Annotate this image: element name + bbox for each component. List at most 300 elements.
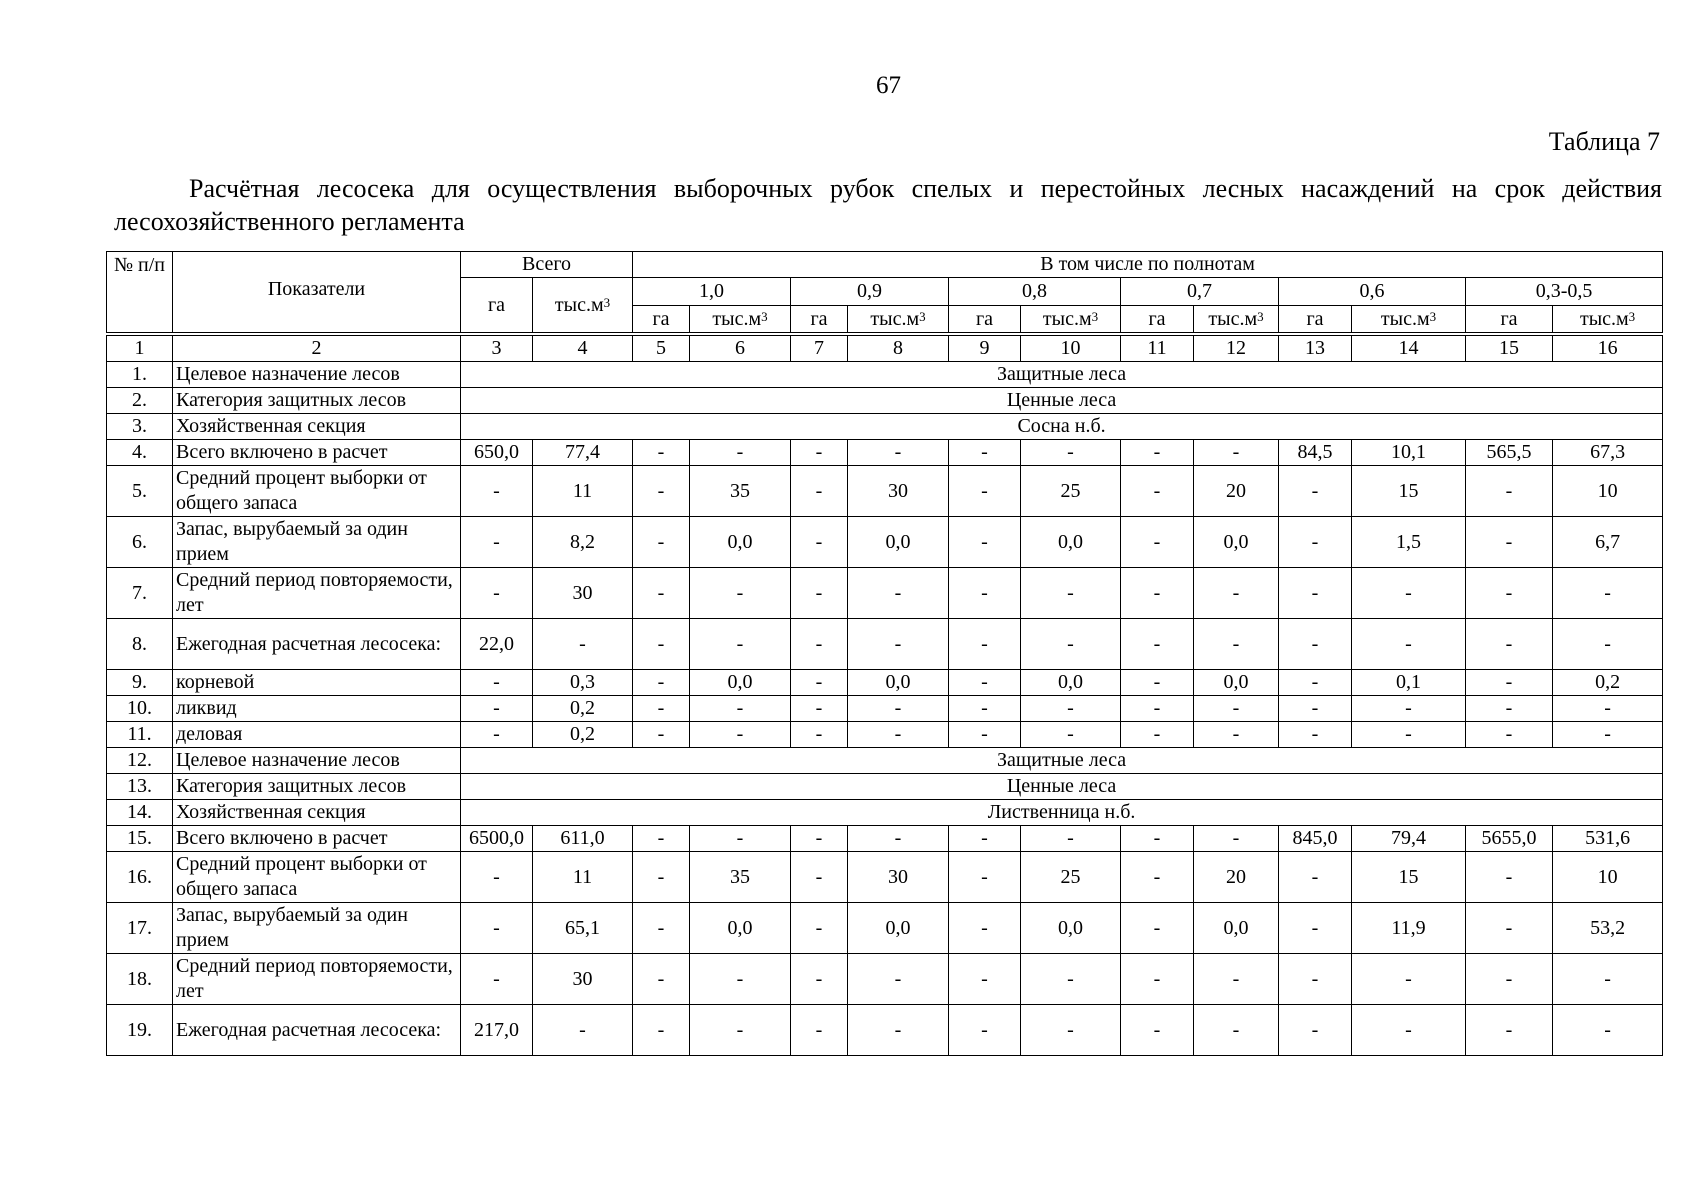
row-value-cell: - bbox=[1021, 568, 1121, 619]
header-total: Всего bbox=[461, 252, 633, 278]
row-value-cell: 0,2 bbox=[1553, 670, 1663, 696]
column-number-cell: 3 bbox=[461, 336, 533, 362]
row-value-cell: - bbox=[633, 466, 690, 517]
row-value-cell: - bbox=[1466, 1005, 1553, 1056]
unit-vol-sup: 3 bbox=[919, 308, 926, 324]
row-value-cell: - bbox=[848, 440, 949, 466]
row-number: 14. bbox=[107, 800, 173, 826]
row-value-cell: - bbox=[1466, 696, 1553, 722]
row-value-cell: 10,1 bbox=[1352, 440, 1466, 466]
row-value-cell: - bbox=[633, 440, 690, 466]
unit-vol-cell bbox=[1194, 306, 1279, 333]
row-value-cell: - bbox=[1553, 696, 1663, 722]
column-number-cell: 11 bbox=[1121, 336, 1194, 362]
row-number: 19. bbox=[107, 1005, 173, 1056]
row-value-cell: - bbox=[633, 852, 690, 903]
row-value-cell: 25 bbox=[1021, 852, 1121, 903]
row-value-cell: - bbox=[633, 903, 690, 954]
unit-ha-cell: га bbox=[949, 306, 1021, 333]
row-label: Целевое назначение лесов bbox=[173, 748, 461, 774]
table-label: Таблица 7 bbox=[1548, 127, 1660, 156]
row-value-cell: - bbox=[1021, 619, 1121, 670]
row-span-value: Лиственница н.б. bbox=[461, 800, 1663, 826]
row-value-cell: 0,0 bbox=[690, 670, 791, 696]
row-number: 4. bbox=[107, 440, 173, 466]
row-value-cell: - bbox=[461, 568, 533, 619]
row-label: Запас, вырубаемый за один прием bbox=[173, 517, 461, 568]
header-density-3: 0,8 bbox=[949, 278, 1121, 306]
column-number-cell: 16 bbox=[1553, 336, 1663, 362]
row-value-cell: - bbox=[1121, 517, 1194, 568]
row-label: Всего включено в расчет bbox=[173, 826, 461, 852]
table-row bbox=[107, 568, 1663, 619]
row-value-cell: 30 bbox=[848, 466, 949, 517]
row-value-cell: 30 bbox=[533, 954, 633, 1005]
row-value-cell: - bbox=[791, 517, 848, 568]
row-value-cell: 20 bbox=[1194, 852, 1279, 903]
row-value-cell: - bbox=[461, 722, 533, 748]
unit-vol-text: тыс.м bbox=[712, 307, 762, 330]
table-row bbox=[107, 954, 1663, 1005]
row-value-cell: 611,0 bbox=[533, 826, 633, 852]
row-value-cell: - bbox=[1466, 722, 1553, 748]
table-row bbox=[107, 722, 1663, 748]
table-row bbox=[107, 696, 1663, 722]
table-row bbox=[107, 388, 1663, 414]
unit-vol-sup: 3 bbox=[603, 294, 611, 310]
header-by-density: В том числе по полнотам bbox=[633, 252, 1663, 278]
row-value-cell: - bbox=[1021, 722, 1121, 748]
row-value-cell: - bbox=[633, 619, 690, 670]
row-value-cell: 11 bbox=[533, 852, 633, 903]
header-density-5: 0,6 bbox=[1279, 278, 1466, 306]
row-number: 3. bbox=[107, 414, 173, 440]
row-value-cell: - bbox=[690, 954, 791, 1005]
row-value-cell: - bbox=[791, 826, 848, 852]
table-row bbox=[107, 440, 1663, 466]
unit-ha-cell: га bbox=[1121, 306, 1194, 333]
row-value-cell: - bbox=[1194, 722, 1279, 748]
row-label: Средний процент выборки от общего запаса bbox=[173, 852, 461, 903]
row-number: 9. bbox=[107, 670, 173, 696]
row-value-cell: 6500,0 bbox=[461, 826, 533, 852]
row-value-cell: - bbox=[1279, 696, 1352, 722]
row-value-cell: - bbox=[633, 568, 690, 619]
row-value-cell: - bbox=[533, 1005, 633, 1056]
row-number: 10. bbox=[107, 696, 173, 722]
row-value-cell: - bbox=[690, 722, 791, 748]
row-value-cell: 565,5 bbox=[1466, 440, 1553, 466]
row-value-cell: 10 bbox=[1553, 852, 1663, 903]
unit-vol-cell bbox=[1021, 306, 1121, 333]
row-label: корневой bbox=[173, 670, 461, 696]
unit-vol-text: тыс.м bbox=[554, 293, 604, 316]
table-row bbox=[107, 670, 1663, 696]
row-value-cell: - bbox=[461, 954, 533, 1005]
row-value-cell: 0,0 bbox=[1021, 517, 1121, 568]
row-value-cell: - bbox=[791, 696, 848, 722]
row-value-cell: 15 bbox=[1352, 466, 1466, 517]
row-number: 13. bbox=[107, 774, 173, 800]
row-value-cell: - bbox=[791, 619, 848, 670]
row-value-cell: - bbox=[1194, 619, 1279, 670]
row-value-cell: 1,5 bbox=[1352, 517, 1466, 568]
row-value-cell: - bbox=[1021, 954, 1121, 1005]
row-span-value: Ценные леса bbox=[461, 388, 1663, 414]
row-label: Средний период повторяемости, лет bbox=[173, 954, 461, 1005]
column-number-cell: 7 bbox=[791, 336, 848, 362]
column-number-cell: 12 bbox=[1194, 336, 1279, 362]
row-value-cell: 0,0 bbox=[848, 517, 949, 568]
column-number-cell: 2 bbox=[173, 336, 461, 362]
row-value-cell: - bbox=[848, 1005, 949, 1056]
row-value-cell: - bbox=[1121, 954, 1194, 1005]
row-value-cell: - bbox=[848, 696, 949, 722]
unit-ha-cell: га bbox=[1279, 306, 1352, 333]
row-value-cell: - bbox=[1121, 568, 1194, 619]
row-value-cell: 0,0 bbox=[1194, 670, 1279, 696]
unit-ha-cell: га bbox=[791, 306, 848, 333]
row-value-cell: 0,0 bbox=[690, 903, 791, 954]
row-value-cell: 0,2 bbox=[533, 696, 633, 722]
row-value-cell: - bbox=[1279, 903, 1352, 954]
table-row bbox=[107, 852, 1663, 903]
table-title-text: Расчётная лесосека для осуществления выборочных рубок спелых и перестойных лесных насаждений на срок действия лесохозяйственного регламента bbox=[114, 174, 1662, 236]
row-value-cell: - bbox=[1553, 1005, 1663, 1056]
table-row bbox=[107, 774, 1663, 800]
row-value-cell: - bbox=[949, 1005, 1021, 1056]
row-value-cell: - bbox=[1352, 722, 1466, 748]
page-number: 67 bbox=[876, 72, 901, 99]
row-value-cell: - bbox=[791, 954, 848, 1005]
row-value-cell: - bbox=[1466, 852, 1553, 903]
row-value-cell: - bbox=[949, 722, 1021, 748]
row-value-cell: - bbox=[1466, 903, 1553, 954]
row-label: Ежегодная расчетная лесосека: bbox=[173, 1005, 461, 1056]
row-number: 18. bbox=[107, 954, 173, 1005]
row-value-cell: - bbox=[949, 466, 1021, 517]
row-label: Целевое назначение лесов bbox=[173, 362, 461, 388]
row-value-cell: - bbox=[791, 722, 848, 748]
row-value-cell: - bbox=[848, 568, 949, 619]
row-value-cell: - bbox=[1194, 440, 1279, 466]
row-number: 1. bbox=[107, 362, 173, 388]
row-value-cell: - bbox=[461, 903, 533, 954]
row-value-cell: - bbox=[1121, 903, 1194, 954]
row-value-cell: 0,2 bbox=[533, 722, 633, 748]
row-value-cell: - bbox=[848, 954, 949, 1005]
row-value-cell: - bbox=[690, 619, 791, 670]
table-body bbox=[107, 362, 1663, 1056]
row-label: Хозяйственная секция bbox=[173, 414, 461, 440]
row-value-cell: - bbox=[949, 954, 1021, 1005]
row-value-cell: - bbox=[690, 440, 791, 466]
row-label: Хозяйственная секция bbox=[173, 800, 461, 826]
column-number-cell: 10 bbox=[1021, 336, 1121, 362]
row-value-cell: - bbox=[949, 568, 1021, 619]
row-value-cell: - bbox=[791, 1005, 848, 1056]
unit-vol-text: тыс.м bbox=[870, 307, 920, 330]
row-number: 16. bbox=[107, 852, 173, 903]
table-row bbox=[107, 826, 1663, 852]
unit-vol-text: тыс.м bbox=[1579, 307, 1629, 330]
table-row bbox=[107, 1005, 1663, 1056]
row-value-cell: - bbox=[1279, 619, 1352, 670]
row-value-cell: - bbox=[633, 517, 690, 568]
row-span-value: Сосна н.б. bbox=[461, 414, 1663, 440]
row-value-cell: 0,3 bbox=[533, 670, 633, 696]
row-value-cell: - bbox=[1466, 517, 1553, 568]
column-number-row bbox=[107, 336, 1663, 362]
row-value-cell: - bbox=[1466, 619, 1553, 670]
row-label: Категория защитных лесов bbox=[173, 774, 461, 800]
unit-vol-sup: 3 bbox=[1429, 308, 1437, 324]
row-value-cell: - bbox=[1021, 1005, 1121, 1056]
row-number: 2. bbox=[107, 388, 173, 414]
row-value-cell: 35 bbox=[690, 852, 791, 903]
row-value-cell: 25 bbox=[1021, 466, 1121, 517]
row-value-cell: - bbox=[1352, 619, 1466, 670]
header-density-4: 0,7 bbox=[1121, 278, 1279, 306]
unit-vol-text: тыс.м bbox=[1042, 307, 1092, 330]
row-value-cell: - bbox=[1466, 670, 1553, 696]
row-value-cell: - bbox=[1021, 826, 1121, 852]
row-value-cell: - bbox=[1021, 696, 1121, 722]
row-value-cell: - bbox=[1121, 852, 1194, 903]
row-value-cell: 531,6 bbox=[1553, 826, 1663, 852]
row-value-cell: 65,1 bbox=[533, 903, 633, 954]
unit-vol-text: тыс.м bbox=[1208, 307, 1258, 330]
table-row bbox=[107, 414, 1663, 440]
table-row bbox=[107, 800, 1663, 826]
row-value-cell: - bbox=[633, 696, 690, 722]
row-value-cell: - bbox=[791, 670, 848, 696]
row-number: 7. bbox=[107, 568, 173, 619]
row-value-cell: - bbox=[461, 670, 533, 696]
row-span-value: Ценные леса bbox=[461, 774, 1663, 800]
row-value-cell: - bbox=[1279, 568, 1352, 619]
row-value-cell: - bbox=[1194, 954, 1279, 1005]
row-span-value: Защитные леса bbox=[461, 748, 1663, 774]
row-value-cell: 30 bbox=[848, 852, 949, 903]
row-value-cell: 0,0 bbox=[848, 670, 949, 696]
row-value-cell: 0,0 bbox=[1021, 903, 1121, 954]
column-number-cell: 4 bbox=[533, 336, 633, 362]
unit-vol-sup: 3 bbox=[1091, 308, 1099, 324]
row-label: Всего включено в расчет bbox=[173, 440, 461, 466]
table-title bbox=[114, 172, 1662, 238]
row-value-cell: - bbox=[1279, 517, 1352, 568]
row-value-cell: 0,0 bbox=[1021, 670, 1121, 696]
row-number: 12. bbox=[107, 748, 173, 774]
row-value-cell: 53,2 bbox=[1553, 903, 1663, 954]
row-value-cell: - bbox=[633, 722, 690, 748]
header-density-6: 0,3-0,5 bbox=[1466, 278, 1663, 306]
row-value-cell: - bbox=[1466, 568, 1553, 619]
row-value-cell: - bbox=[1352, 954, 1466, 1005]
row-value-cell: - bbox=[461, 852, 533, 903]
row-value-cell: - bbox=[949, 696, 1021, 722]
row-value-cell: - bbox=[690, 826, 791, 852]
row-value-cell: - bbox=[791, 440, 848, 466]
row-value-cell: - bbox=[1352, 568, 1466, 619]
row-value-cell: - bbox=[1553, 568, 1663, 619]
row-value-cell: 0,0 bbox=[690, 517, 791, 568]
row-value-cell: - bbox=[1553, 619, 1663, 670]
row-label: Запас, вырубаемый за один прием bbox=[173, 903, 461, 954]
row-value-cell: - bbox=[1194, 696, 1279, 722]
row-number: 17. bbox=[107, 903, 173, 954]
column-number-cell: 9 bbox=[949, 336, 1021, 362]
row-span-value: Защитные леса bbox=[461, 362, 1663, 388]
column-number-cell: 6 bbox=[690, 336, 791, 362]
row-value-cell: - bbox=[690, 1005, 791, 1056]
unit-vol-text: тыс.м bbox=[1380, 307, 1430, 330]
row-value-cell: - bbox=[533, 619, 633, 670]
row-label: ликвид bbox=[173, 696, 461, 722]
row-number: 15. bbox=[107, 826, 173, 852]
row-value-cell: - bbox=[1279, 670, 1352, 696]
header-density-2: 0,9 bbox=[791, 278, 949, 306]
row-value-cell: 0,0 bbox=[1194, 517, 1279, 568]
row-value-cell: 79,4 bbox=[1352, 826, 1466, 852]
row-value-cell: - bbox=[633, 826, 690, 852]
row-value-cell: - bbox=[633, 954, 690, 1005]
row-value-cell: - bbox=[1121, 1005, 1194, 1056]
table-row bbox=[107, 362, 1663, 388]
row-value-cell: - bbox=[949, 619, 1021, 670]
row-value-cell: 8,2 bbox=[533, 517, 633, 568]
row-number: 5. bbox=[107, 466, 173, 517]
row-value-cell: 77,4 bbox=[533, 440, 633, 466]
unit-vol-cell bbox=[690, 306, 791, 333]
unit-ha-cell: га bbox=[633, 306, 690, 333]
row-value-cell: - bbox=[791, 466, 848, 517]
row-value-cell: 67,3 bbox=[1553, 440, 1663, 466]
row-label: Ежегодная расчетная лесосека: bbox=[173, 619, 461, 670]
row-value-cell: - bbox=[1121, 670, 1194, 696]
header-total-vol bbox=[533, 278, 633, 333]
column-number-cell: 15 bbox=[1466, 336, 1553, 362]
row-value-cell: - bbox=[690, 696, 791, 722]
row-value-cell: - bbox=[1279, 954, 1352, 1005]
header-total-ha: га bbox=[461, 278, 533, 333]
row-value-cell: 0,0 bbox=[1194, 903, 1279, 954]
row-value-cell: - bbox=[1121, 696, 1194, 722]
row-value-cell: - bbox=[848, 619, 949, 670]
header-num-col: № п/п bbox=[107, 252, 173, 333]
row-value-cell: 217,0 bbox=[461, 1005, 533, 1056]
table-row bbox=[107, 466, 1663, 517]
row-value-cell: - bbox=[791, 568, 848, 619]
row-value-cell: - bbox=[461, 466, 533, 517]
table-row bbox=[107, 619, 1663, 670]
unit-vol-sup: 3 bbox=[761, 308, 768, 324]
row-value-cell: 20 bbox=[1194, 466, 1279, 517]
harvest-table bbox=[106, 251, 1663, 1056]
row-value-cell: 0,1 bbox=[1352, 670, 1466, 696]
row-number: 8. bbox=[107, 619, 173, 670]
unit-vol-sup: 3 bbox=[1628, 308, 1636, 324]
row-value-cell: - bbox=[791, 852, 848, 903]
row-label: Категория защитных лесов bbox=[173, 388, 461, 414]
row-value-cell: - bbox=[1194, 826, 1279, 852]
row-value-cell: - bbox=[1279, 1005, 1352, 1056]
unit-ha-cell: га bbox=[1466, 306, 1553, 333]
row-value-cell: 11 bbox=[533, 466, 633, 517]
row-value-cell: - bbox=[949, 517, 1021, 568]
row-label: деловая bbox=[173, 722, 461, 748]
row-value-cell: - bbox=[1121, 826, 1194, 852]
row-value-cell: - bbox=[1553, 954, 1663, 1005]
row-value-cell: - bbox=[1279, 466, 1352, 517]
row-value-cell: - bbox=[848, 722, 949, 748]
unit-vol-cell bbox=[848, 306, 949, 333]
row-number: 6. bbox=[107, 517, 173, 568]
row-value-cell: 5655,0 bbox=[1466, 826, 1553, 852]
row-label: Средний процент выборки от общего запаса bbox=[173, 466, 461, 517]
column-number-cell: 13 bbox=[1279, 336, 1352, 362]
row-value-cell: 84,5 bbox=[1279, 440, 1352, 466]
row-value-cell: 35 bbox=[690, 466, 791, 517]
row-value-cell: 650,0 bbox=[461, 440, 533, 466]
column-number-cell: 14 bbox=[1352, 336, 1466, 362]
row-value-cell: - bbox=[1466, 954, 1553, 1005]
row-value-cell: - bbox=[949, 826, 1021, 852]
row-value-cell: - bbox=[791, 903, 848, 954]
row-value-cell: - bbox=[949, 440, 1021, 466]
header-indicator-col: Показатели bbox=[173, 252, 461, 333]
row-value-cell: - bbox=[1194, 568, 1279, 619]
unit-vol-cell bbox=[1352, 306, 1466, 333]
row-value-cell: - bbox=[461, 696, 533, 722]
column-number-cell: 5 bbox=[633, 336, 690, 362]
row-value-cell: - bbox=[633, 1005, 690, 1056]
table-row bbox=[107, 748, 1663, 774]
row-value-cell: - bbox=[1352, 1005, 1466, 1056]
column-number-cell: 8 bbox=[848, 336, 949, 362]
row-value-cell: 30 bbox=[533, 568, 633, 619]
row-label: Средний период повторяемости, лет bbox=[173, 568, 461, 619]
row-value-cell: - bbox=[690, 568, 791, 619]
row-value-cell: - bbox=[1194, 1005, 1279, 1056]
row-value-cell: - bbox=[1121, 466, 1194, 517]
row-value-cell: - bbox=[1279, 722, 1352, 748]
row-value-cell: - bbox=[1553, 722, 1663, 748]
column-number-cell: 1 bbox=[107, 336, 173, 362]
row-value-cell: - bbox=[1121, 619, 1194, 670]
row-value-cell: - bbox=[1121, 722, 1194, 748]
row-value-cell: 11,9 bbox=[1352, 903, 1466, 954]
table-row bbox=[107, 517, 1663, 568]
row-value-cell: - bbox=[949, 852, 1021, 903]
row-value-cell: - bbox=[949, 903, 1021, 954]
row-value-cell: - bbox=[848, 826, 949, 852]
row-value-cell: - bbox=[461, 517, 533, 568]
row-value-cell: - bbox=[1352, 696, 1466, 722]
row-value-cell: 845,0 bbox=[1279, 826, 1352, 852]
row-value-cell: 15 bbox=[1352, 852, 1466, 903]
row-value-cell: 0,0 bbox=[848, 903, 949, 954]
row-value-cell: - bbox=[633, 670, 690, 696]
row-value-cell: - bbox=[1279, 852, 1352, 903]
row-value-cell: - bbox=[1021, 440, 1121, 466]
row-number: 11. bbox=[107, 722, 173, 748]
unit-vol-sup: 3 bbox=[1257, 308, 1264, 324]
row-value-cell: 22,0 bbox=[461, 619, 533, 670]
row-value-cell: - bbox=[949, 670, 1021, 696]
table-row bbox=[107, 903, 1663, 954]
